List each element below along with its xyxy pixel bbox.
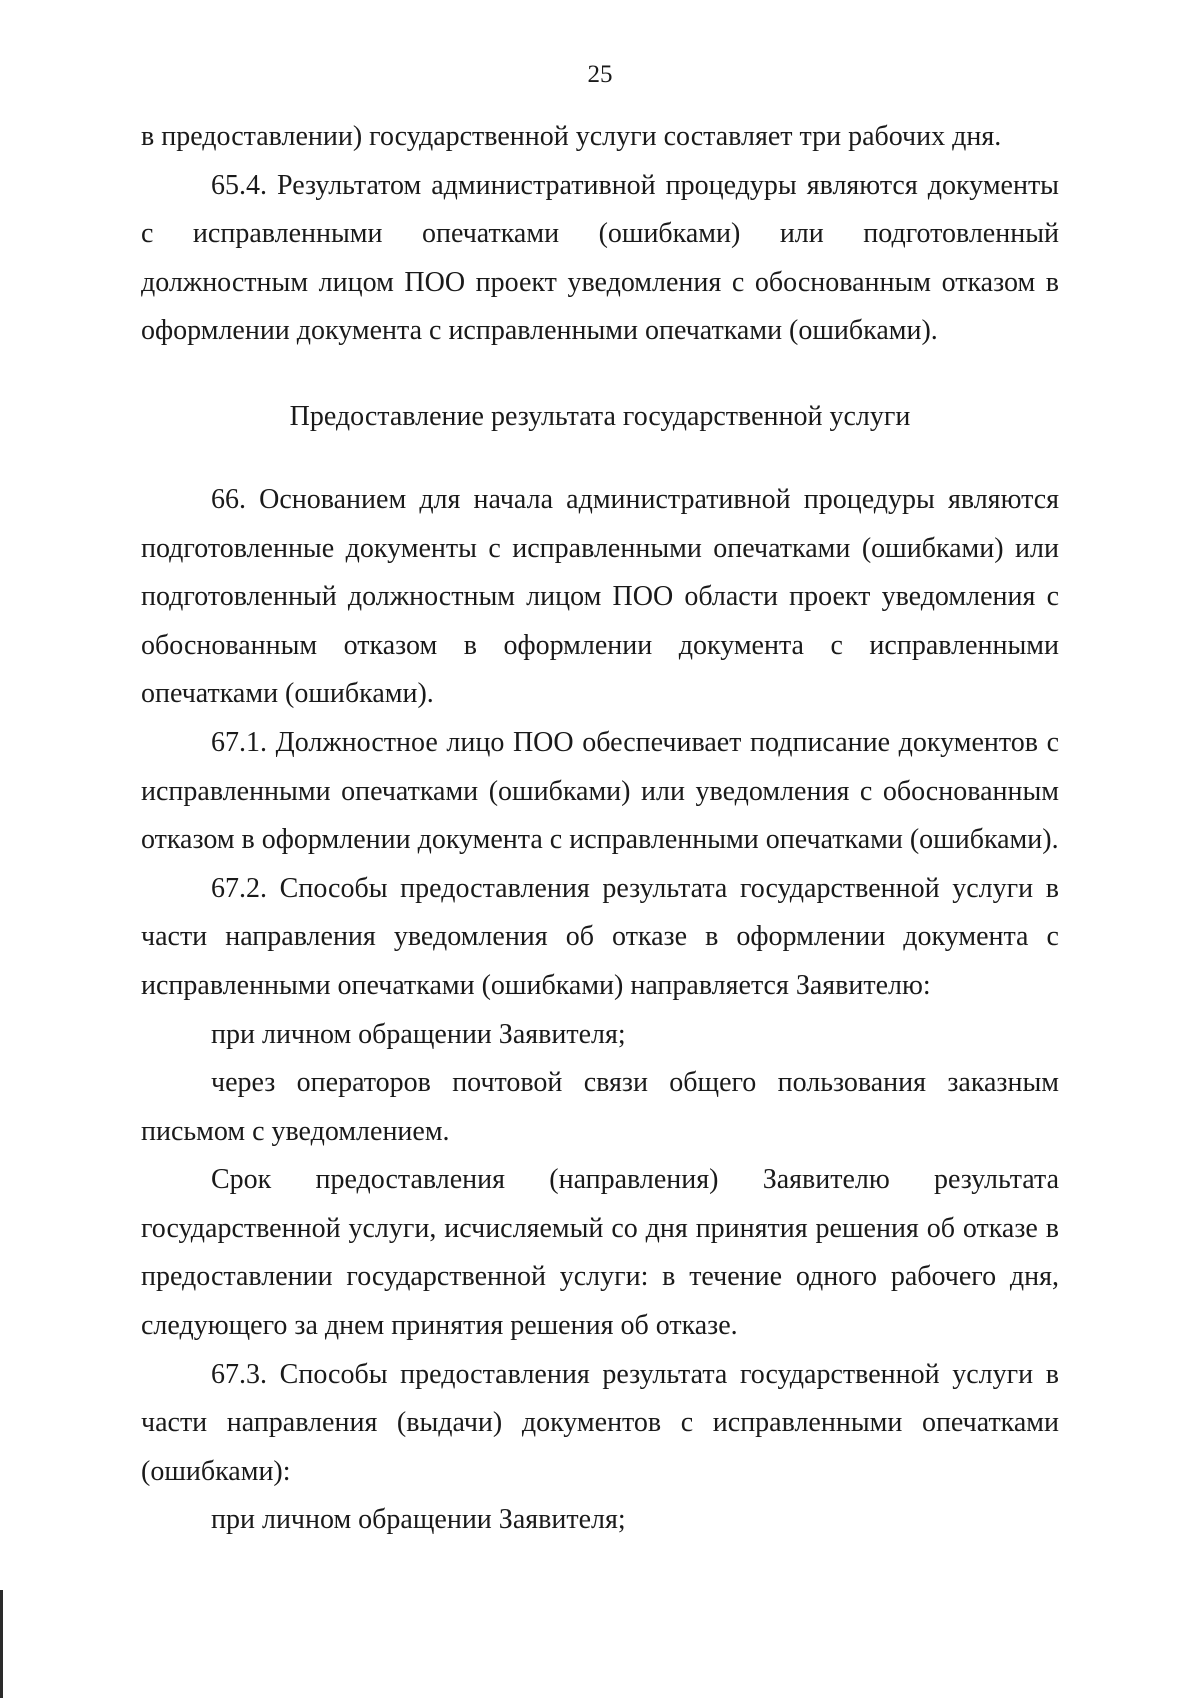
paragraph-67-2: 67.2. Способы предоставления результата государственной услуги в части направления уведомления об отказе в оформлении документа с исправленными опечатками (ошибками) направляется Заявителю: — [141, 872, 1059, 1001]
paragraph-66: 66. Основанием для начала административной процедуры являются подготовленные документы с исправленными опечатками (ошибками) или подготовленный должностным лицом ПОО области проект уведомления с обоснованным отказом в оформлении документа с исправленными опечатками (ошибками). — [141, 483, 1059, 710]
paragraph-67-1: 67.1. Должностное лицо ПОО обеспечивает подписание документов с исправленными опечатками (ошибками) или уведомления с обоснованным отказом в оформлении документа с исправленными опечатками (ошибками). — [141, 726, 1059, 856]
list-item-personal-visit-2: при личном обращении Заявителя; — [211, 1504, 626, 1536]
document-body — [141, 113, 1059, 1545]
scan-edge-mark — [0, 1590, 3, 1698]
section-heading: Предоставление результата государственной услуги — [289, 400, 911, 432]
paragraph-deadline: Срок предоставления (направления) Заявителю результата государственной услуги, исчисляемый со дня принятия решения об отказе в предоставлении государственной услуги: в течение одного рабочего дня, следующего за днем принятия решения об отказе. — [141, 1164, 1059, 1342]
list-item-postal: через операторов почтовой связи общего пользования заказным письмом с уведомлением. — [141, 1067, 1059, 1147]
list-item-personal-visit: при личном обращении Заявителя; — [211, 1018, 626, 1050]
paragraph-65-4: 65.4. Результатом административной процедуры являются документы с исправленными опечатками (ошибками) или подготовленный должностным лицом ПОО проект уведомления с обоснованным отказом в оформлении документа с исправленными опечатками (ошибками). — [141, 169, 1059, 347]
paragraph-continuation: в предоставлении) государственной услуги составляет три рабочих дня. — [141, 121, 1002, 152]
paragraph-67-3: 67.3. Способы предоставления результата государственной услуги в части направления (выдачи) документов с исправленными опечатками (ошибками): — [141, 1358, 1059, 1487]
page-number: 25 — [587, 61, 613, 88]
